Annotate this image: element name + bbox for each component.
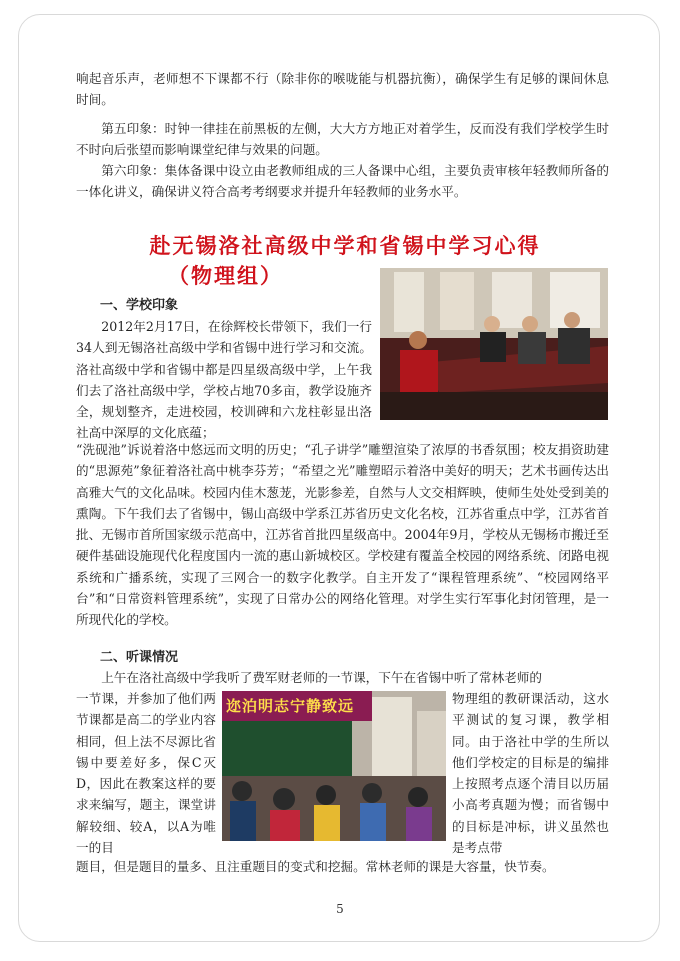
paragraph-lesson-intro: 上午在洛社高级中学我听了费军财老师的一节课，下午在省锡中听了常林老师的	[101, 670, 542, 685]
paragraph-school-impression-full: “洗砚池”诉说着洛中悠远而文明的历史；“孔子讲学”雕塑渲染了浓厚的书香氛围；校友捐资助建的“思源苑”象征着洛社高中桃李芬芳；“希望之光”雕塑昭示着洛中美好的明天；艺术书画传达出高雅大气的文化品味。校园内佳木葱茏，光影参差，自然与人文交相辉映，使师生处处受到美的熏陶。下午我们去了省锡中，锡山高级中学系江苏省历史文化名校，江苏省重点中学，江苏省首批、无锡市首所国家级示范高中，江苏省首批四星级高中。2004年9月，学校从无锡杨市搬迁至硬件基础设施现代化程度国内一流的惠山新城校区。学校建有覆盖全校园的网络系统、闭路电视系统和广播系统，实现了三网合一的数字化教学。自主开发了“课程管理系统”、“校园网络平台”和“日常资料管理系统”，实现了日常办公的网络化管理。对学生实行军事化封闭管理，是一所现代化的学校。	[76, 442, 609, 628]
article-title: 赴无锡洛社高级中学和省锡中学习心得	[149, 234, 541, 258]
section-heading-lesson-observation: 二、听课情况	[100, 650, 179, 665]
meeting-photo	[380, 268, 608, 420]
paragraph-continuation: 响起音乐声，老师想不下课都不行（除非你的喉咙能与机器抗衡），确保学生有足够的课间休息时间。	[76, 71, 609, 108]
paragraph-fifth-impression: 第五印象：时钟一律挂在前黑板的左侧，大大方方地正对着学生，反而没有我们学校学生时不时向后张望而影响课堂纪律与效果的问题。	[76, 121, 609, 158]
paragraph-lesson-left-column: 一节课，并参加了他们两节课都是高二的学业内容相同，但上法不尽源比省锡中要差好多，保C灭D，因此在教案这样的要求来编写，题主，课堂讲解较细、较A，以A为唯一的目	[76, 691, 216, 856]
paragraph-lesson-conclusion: 题目，但是题目的量多、且注重题目的变式和挖掘。常林老师的课是大容量，快节奏。	[76, 859, 555, 874]
meeting-photo-illustration	[380, 268, 608, 420]
section-heading-school-impression: 一、学校印象	[100, 298, 179, 313]
classroom-banner-text: 迩泊明志宁静致远	[226, 697, 355, 715]
page-number: 5	[336, 902, 344, 916]
paragraph-lesson-right-column: 物理组的教研课活动，这水平测试的复习课，教学相同。由于洛社中学的生所以他们学校定的目标是的编排上按照考点逐个清目以历届小高考真题为慢；而省锡中的目标是冲标，讲义虽然也是考点带	[452, 691, 609, 856]
article-subtitle: （物理组）	[168, 264, 283, 288]
classroom-photo	[222, 691, 446, 841]
paragraph-sixth-impression: 第六印象：集体备课中设立由老教师组成的三人备课中心组，主要负责审核年轻教师所备的一体化讲义，确保讲义符合高考考纲要求并提升年轻教师的业务水平。	[76, 163, 609, 200]
paragraph-school-impression-narrow: 2012年2月17日，在徐辉校长带领下，我们一行34人到无锡洛社高级中学和省锡中进行学习和交流。洛社高级中学和省锡中都是四星级高级中学，上午我们去了洛社高级中学，学校占地70多亩，教学设施齐全，规划整齐，走进校园，校训碑和六龙柱彰显出洛社高中深厚的文化底蕴；	[76, 319, 372, 441]
